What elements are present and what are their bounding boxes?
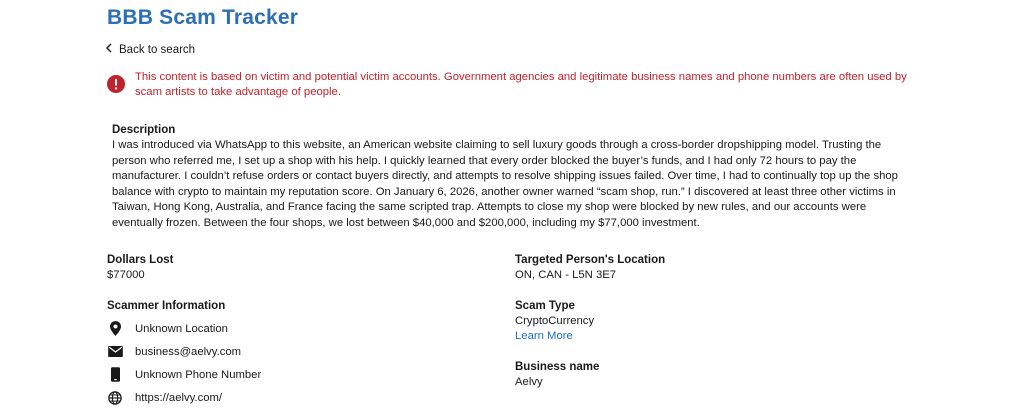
right-column [515, 253, 895, 406]
scammer-phone-row [107, 363, 487, 386]
targeted-location-label: Targeted Person's Location [515, 254, 666, 266]
targeted-location-value: ON, CAN - L5N 3E7 [515, 269, 617, 281]
description-text: I was introduced via WhatsApp to this website, an American website claiming to sell luxury goods through a cross-border dropshipping model. Trusting the person who referred me, I set up a shop with his help. I quickly learned that every order blocked the buyer’s funds, and I had only 72 hours to pay the manufacturer. I couldn’t refuse orders or contact buyers directly, and attempts to resolve shipping issues failed. Over time, I had to continually top up the shop balance with crypto to maintain my reputation score. On January 6, 2026, another owner warned “scam shop, run.” I discovered at least three other victims in Taiwan, Hong Kong, Australia, and France facing the same scripted trap. Attempts to close my shop were blocked by new rules, and our accounts were eventually frozen. Between the four shops, we lost between $40,000 and $200,000, including my $77,000 investment. [112, 139, 898, 229]
dollars-lost-value: $77000 [107, 269, 145, 281]
learn-more-link[interactable]: Learn More [515, 330, 573, 342]
page-title: BBB Scam Tracker [107, 6, 299, 29]
scammer-website-row [107, 386, 487, 409]
scam-type-value: CryptoCurrency [515, 315, 595, 327]
warning-alert [107, 70, 927, 100]
phone-icon [107, 367, 123, 383]
dollars-lost-section [107, 253, 487, 283]
scam-type-label: Scam Type [515, 300, 575, 312]
back-to-search-link[interactable] [105, 43, 195, 56]
description-section [112, 123, 912, 231]
scammer-email-text: business@aelvy.com [135, 345, 242, 358]
scammer-phone-text: Unknown Phone Number [135, 368, 262, 381]
targeted-location-section [515, 253, 895, 283]
scammer-information-label: Scammer Information [107, 300, 226, 312]
exclamation-circle-icon [107, 75, 125, 93]
scammer-website-text: https://aelvy.com/ [135, 391, 223, 404]
chevron-left-icon [105, 43, 113, 56]
scam-type-section [515, 299, 895, 344]
scammer-information-section [107, 299, 487, 409]
back-link-label: Back to search [119, 43, 196, 56]
business-name-label: Business name [515, 361, 600, 373]
envelope-icon [107, 344, 123, 360]
map-pin-icon [107, 321, 123, 337]
description-label: Description [112, 124, 176, 136]
business-name-value: Aelvy [515, 376, 543, 388]
left-column [107, 253, 487, 409]
scammer-location-row [107, 317, 487, 340]
alert-text: This content is based on victim and potential victim accounts. Government agencies and legitimate business names and phone numbers are often used by scam artists to take advantage of people. [135, 71, 907, 98]
scammer-email-row [107, 340, 487, 363]
business-name-section [515, 360, 895, 390]
globe-icon [107, 390, 123, 406]
dollars-lost-label: Dollars Lost [107, 254, 174, 266]
scammer-location-text: Unknown Location [135, 322, 228, 335]
